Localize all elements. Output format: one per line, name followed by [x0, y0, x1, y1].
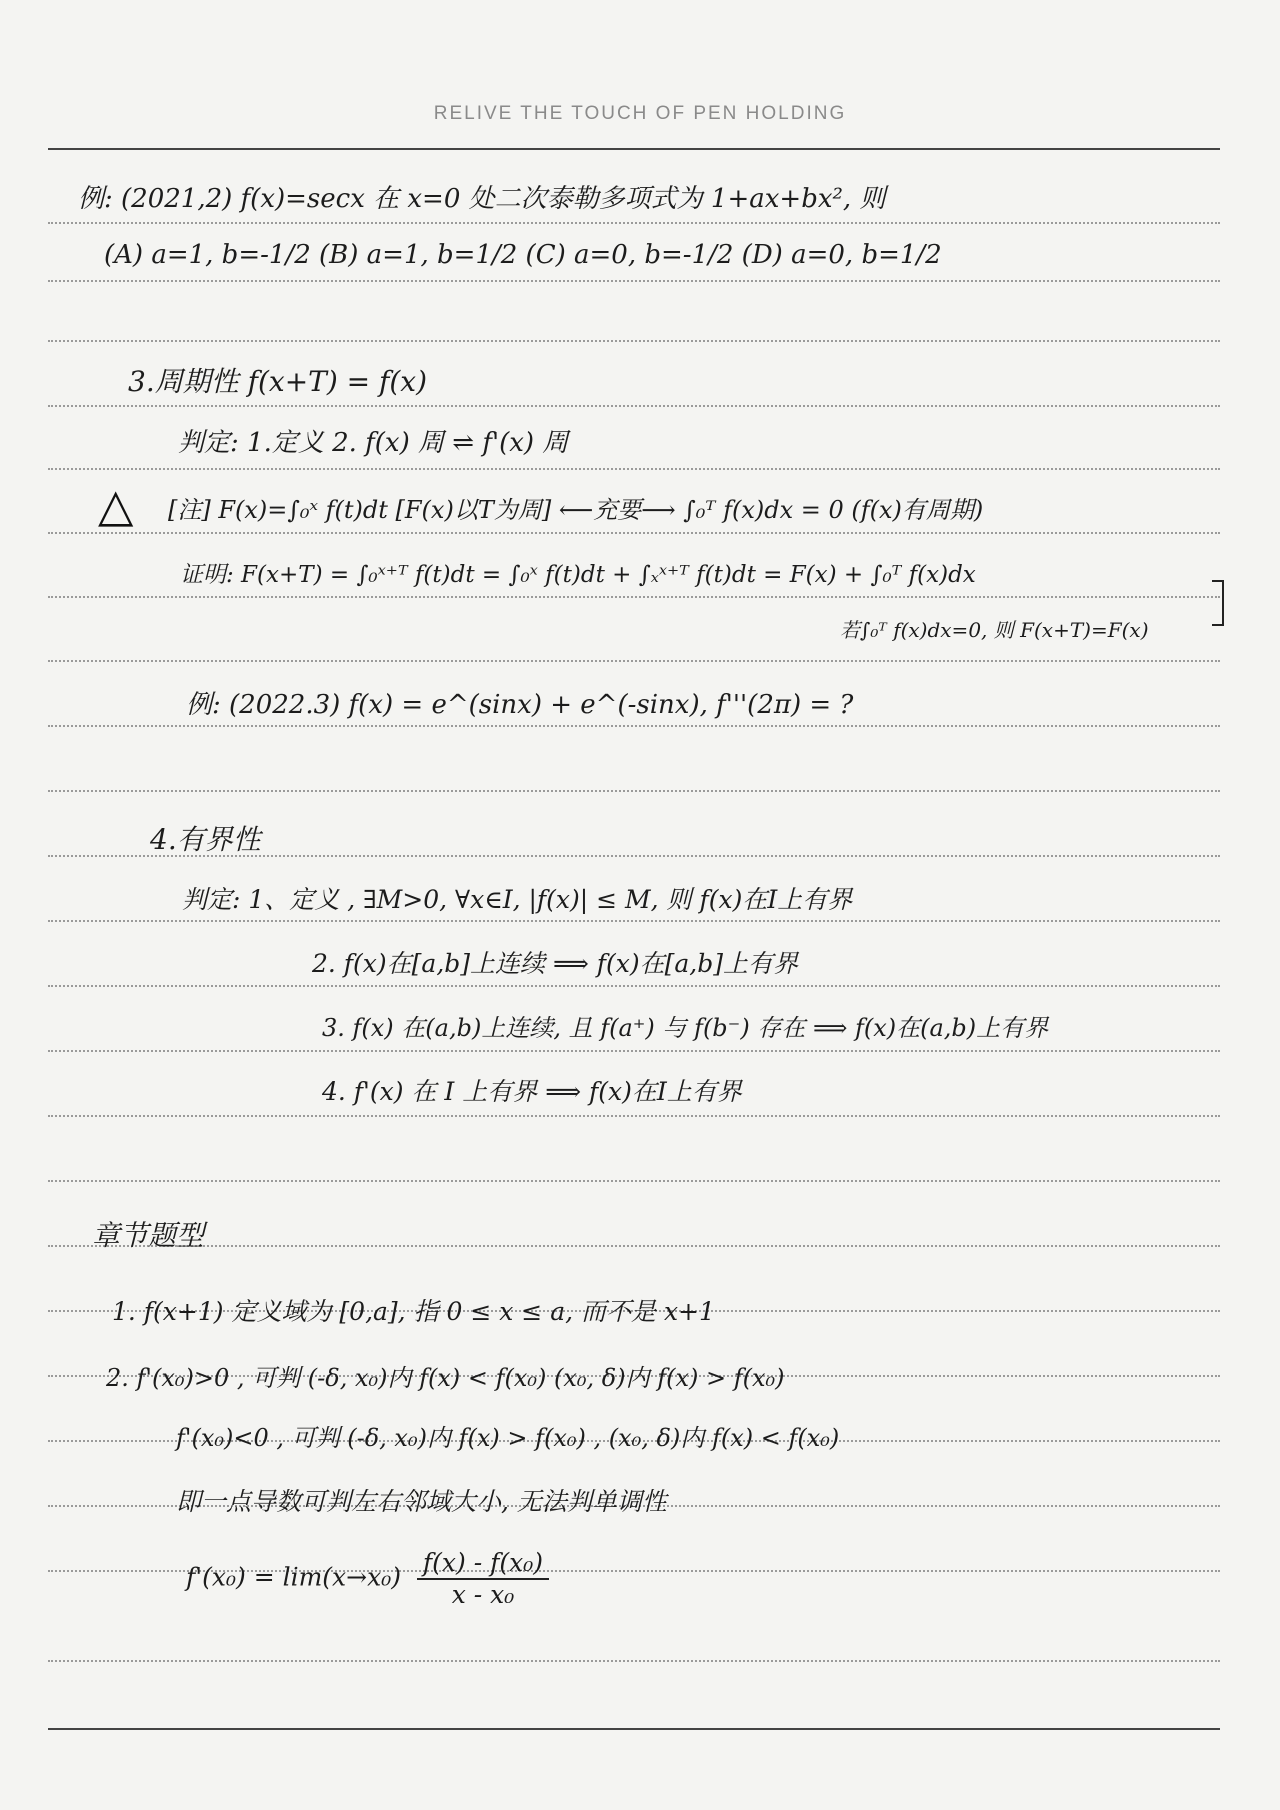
ruled-line	[48, 985, 1220, 987]
fraction-denominator: x - x₀	[451, 1580, 515, 1609]
chapter-problem-2-positive: 2. f'(x₀)>0 , 可判 (-δ, x₀)内 f(x) < f(x₀) (x₀, δ)内 f(x) > f(x₀)	[106, 1364, 785, 1392]
boundedness-criterion-3: 3. f(x) 在(a,b)上连续, 且 f(a⁺) 与 f(b⁻) 存在 ⟹ f(x)在(a,b)上有界	[322, 1014, 1049, 1042]
periodicity-criteria: 判定: 1.定义 2. f(x) 周 ⇌ f'(x) 周	[178, 428, 569, 458]
periodicity-proof-conclusion: 若∫₀ᵀ f(x)dx=0, 则 F(x+T)=F(x)	[840, 618, 1149, 642]
ruled-line	[48, 148, 1220, 150]
ruled-line	[48, 660, 1220, 662]
ruled-line	[48, 596, 1220, 598]
fraction-numerator: f(x) - f(x₀)	[417, 1548, 549, 1580]
ruled-line	[48, 280, 1220, 282]
chapter-problem-2-remark: 即一点导数可判左右邻域大小, 无法判单调性	[176, 1487, 667, 1516]
boundedness-criterion-4: 4. f'(x) 在 I 上有界 ⟹ f(x)在I上有界	[322, 1077, 742, 1106]
periodicity-note: [注] F(x)=∫₀ˣ f(t)dt [F(x)以T为周] ⟵充要⟶ ∫₀ᵀ f(x)dx = 0 (f(x)有周期)	[168, 496, 984, 524]
section-periodicity-heading: 3.周期性 f(x+T) = f(x)	[128, 365, 428, 398]
example-2021-question: 例: (2021,2) f(x)=secx 在 x=0 处二次泰勒多项式为 1+ax+bx², 则	[78, 184, 886, 214]
ruled-line	[48, 340, 1220, 342]
ruled-line	[48, 532, 1220, 534]
ruled-line	[48, 1115, 1220, 1117]
ruled-line	[48, 1660, 1220, 1662]
chapter-problem-1: 1. f(x+1) 定义域为 [0,a], 指 0 ≤ x ≤ a, 而不是 x+1	[112, 1297, 715, 1326]
triangle-icon: △	[98, 478, 134, 532]
ruled-line	[48, 1728, 1220, 1730]
ruled-line	[48, 1050, 1220, 1052]
periodicity-proof: 证明: F(x+T) = ∫₀ˣ⁺ᵀ f(t)dt = ∫₀ˣ f(t)dt + ∫ₓˣ⁺ᵀ f(t)dt = F(x) + ∫₀ᵀ f(x)dx	[180, 562, 976, 588]
derivative-fraction	[417, 1548, 549, 1610]
derivative-definition	[186, 1548, 549, 1610]
bracket-mark	[1212, 580, 1224, 626]
boundedness-criterion-2: 2. f(x)在[a,b]上连续 ⟹ f(x)在[a,b]上有界	[312, 949, 798, 978]
ruled-line	[48, 1180, 1220, 1182]
derivative-limit-text: f'(x₀) = lim(x→x₀)	[186, 1562, 401, 1592]
ruled-line	[48, 222, 1220, 224]
example-2021-options: (A) a=1, b=-1/2 (B) a=1, b=1/2 (C) a=0, b=-1/2 (D) a=0, b=1/2	[104, 240, 942, 270]
ruled-line	[48, 1245, 1220, 1247]
ruled-line	[48, 920, 1220, 922]
section-chapter-problems-heading: 章节题型	[92, 1219, 205, 1252]
ruled-line	[48, 405, 1220, 407]
chapter-problem-2-negative: f'(x₀)<0 , 可判 (-δ, x₀)内 f(x) > f(x₀) , (x₀, δ)内 f(x) < f(x₀)	[176, 1424, 840, 1452]
page-header: RELIVE THE TOUCH OF PEN HOLDING	[433, 103, 847, 124]
ruled-line	[48, 468, 1220, 470]
example-2022-question: 例: (2022.3) f(x) = e^(sinx) + e^(-sinx), f'''(2π) = ?	[186, 690, 854, 720]
ruled-line	[48, 790, 1220, 792]
ruled-line	[48, 725, 1220, 727]
boundedness-criterion-1: 判定: 1、定义 , ∃M>0, ∀x∈I, |f(x)| ≤ M, 则 f(x)在I上有界	[182, 885, 853, 914]
section-boundedness-heading: 4.有界性	[150, 823, 261, 856]
